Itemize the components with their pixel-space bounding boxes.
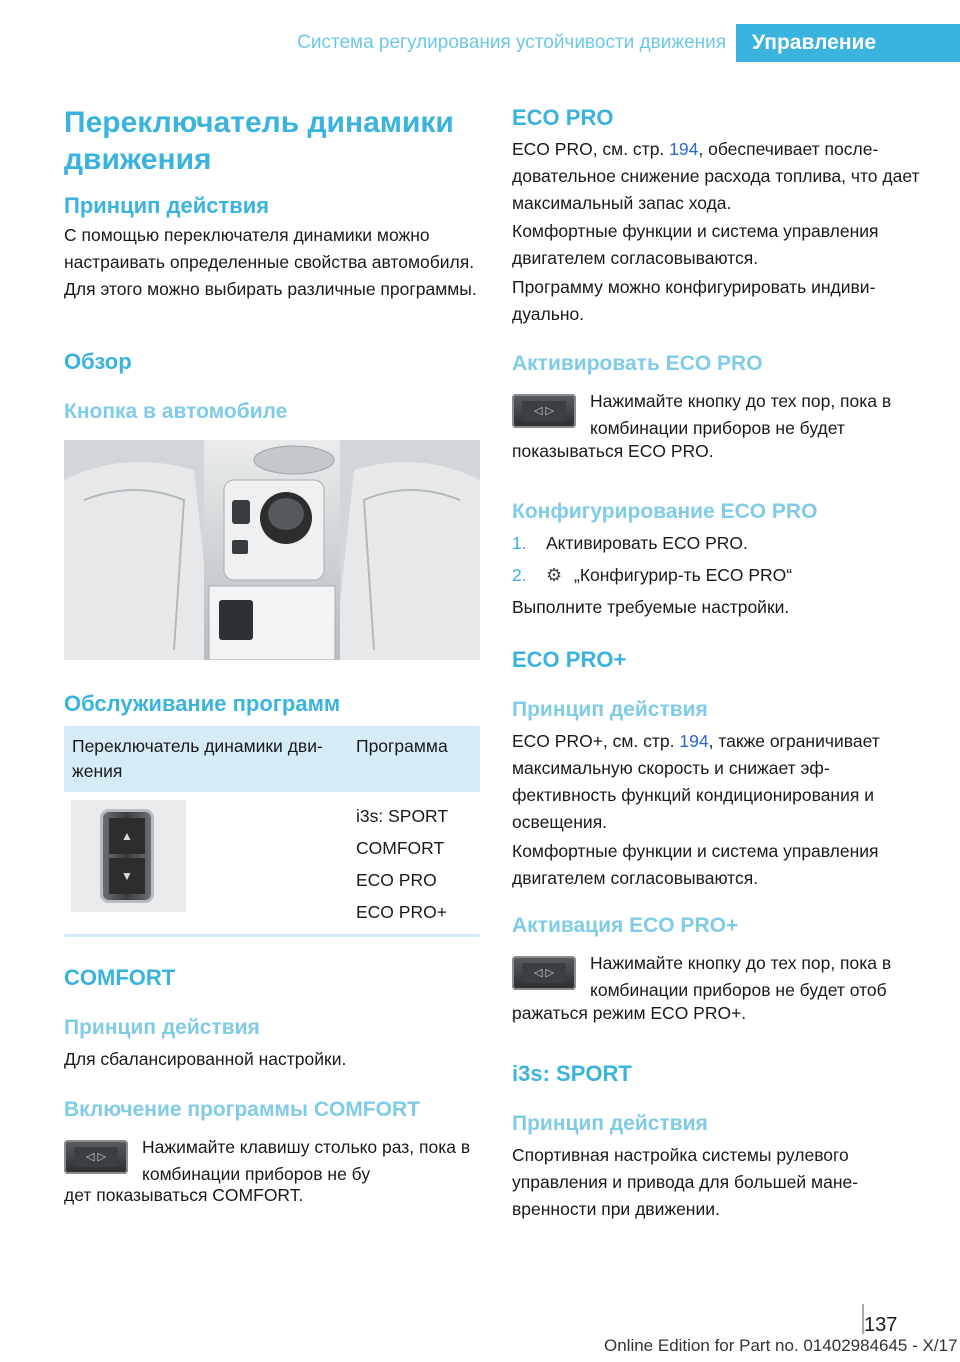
sport-principle-text: Спортивная настройка системы рулевого управления и привода для большей маневренности при движении. (512, 1145, 859, 1219)
online-edition: Online Edition for Part no. 01402984645 - X/17 (604, 1336, 958, 1355)
program-eco-pro-plus: ECO PRO+ (356, 902, 447, 922)
section-header: Система регулирования устойчивости движения (220, 28, 736, 58)
overview-heading: Обзор (64, 349, 132, 374)
center-console-image (64, 440, 480, 660)
table-header-switch: Переключатель динамики движения (64, 726, 348, 792)
table-header-program: Программа (348, 726, 480, 792)
eco-pro-plus-activate-text-cont: ражаться режим ECO PRO+. (512, 1003, 747, 1023)
program-eco-pro: ECO PRO (356, 870, 437, 890)
console-illustration (64, 440, 480, 660)
table-divider (64, 934, 480, 937)
dynamic-switch-icon: ◁ ▷ (64, 1140, 128, 1174)
principle-text: С помощью переключателя динамики можно настраивать определенные свойства автомобиля. Для этого можно выбирать различные программы. (64, 225, 477, 299)
comfort-principle-heading: Принцип действия (64, 1016, 260, 1039)
eco-pro-plus-principle-heading: Принцип действия (512, 698, 708, 721)
table-cell-programs (348, 792, 480, 936)
page-link-194-b[interactable]: 194 (679, 731, 709, 751)
table-cell-image (64, 792, 348, 936)
eco-pro-plus-heading: ECO PRO+ (512, 647, 627, 672)
comfort-on-text-cont: дет показываться COMFORT. (64, 1185, 304, 1205)
gear-icon: ⚙ (546, 565, 563, 585)
comfort-on-heading: Включение программы COMFORT (64, 1098, 420, 1121)
program-sport: i3s: SPORT (356, 806, 449, 826)
chapter-tab: Управление (736, 24, 960, 62)
eco-pro-config-text: Программу можно конфигурировать индивидуально. (512, 277, 876, 324)
page-title: Переключатель динамики движения (64, 106, 454, 176)
eco-pro-text: ECO PRO, см. стр. 194, обеспечивает последовательное снижение расхода топлива, что дает максимальный запас хода. (512, 139, 920, 213)
step-after-text: Выполните требуемые настройки. (512, 597, 790, 617)
sport-principle-heading: Принцип действия (512, 1112, 708, 1135)
eco-pro-config-heading: Конфигурирование ECO PRO (512, 500, 818, 523)
eco-pro-activate-text: Нажимайте кнопку до тех пор, пока в комбинации приборов не будет (590, 391, 892, 438)
comfort-principle-text: Для сбалансированной настройки. (64, 1049, 347, 1069)
step-2: 2. ⚙ „Конфигурир-ть ECO PRO“ (512, 562, 926, 589)
eco-pro-activate-heading: Активировать ECO PRO (512, 352, 763, 375)
sport-heading: i3s: SPORT (512, 1061, 632, 1086)
program-comfort: COMFORT (356, 838, 445, 858)
eco-pro-activate-text-cont: показываться ECO PRO. (512, 441, 714, 461)
page-number: 137 (864, 1314, 898, 1336)
step-1: 1. Активировать ECO PRO. (512, 533, 748, 553)
program-table (64, 726, 480, 936)
page-link-194[interactable]: 194 (669, 139, 699, 159)
up-triangle-icon: ▲ (109, 818, 145, 854)
comfort-heading: COMFORT (64, 965, 176, 990)
principle-heading: Принцип действия (64, 193, 270, 218)
service-heading: Обслуживание программ (64, 691, 341, 716)
eco-pro-plus-comfort-text: Комфортные функции и система управления двигателем согласовываются. (512, 841, 879, 888)
dynamic-switch-icon: ◁ ▷ (512, 956, 576, 990)
down-triangle-icon: ▼ (109, 858, 145, 894)
eco-pro-plus-activate-text: Нажимайте кнопку до тех пор, пока в комбинации приборов не будет отоб (590, 953, 892, 1000)
eco-pro-comfort-text: Комфортные функции и система управления двигателем согласовываются. (512, 221, 879, 268)
eco-pro-plus-text: ECO PRO+, см. стр. 194, также ограничивает максимальную скорость и снижает эффективность функций кондиционирования и освещения. (512, 731, 880, 832)
eco-pro-heading: ECO PRO (512, 105, 614, 130)
button-heading: Кнопка в автомобиле (64, 400, 288, 423)
comfort-on-text: Нажимайте клавишу столько раз, пока в комбинации приборов не бу (142, 1137, 471, 1184)
eco-pro-plus-activate-heading: Активация ECO PRO+ (512, 914, 739, 937)
dynamic-switch-icon: ◁ ▷ (512, 394, 576, 428)
switch-image (71, 800, 186, 912)
